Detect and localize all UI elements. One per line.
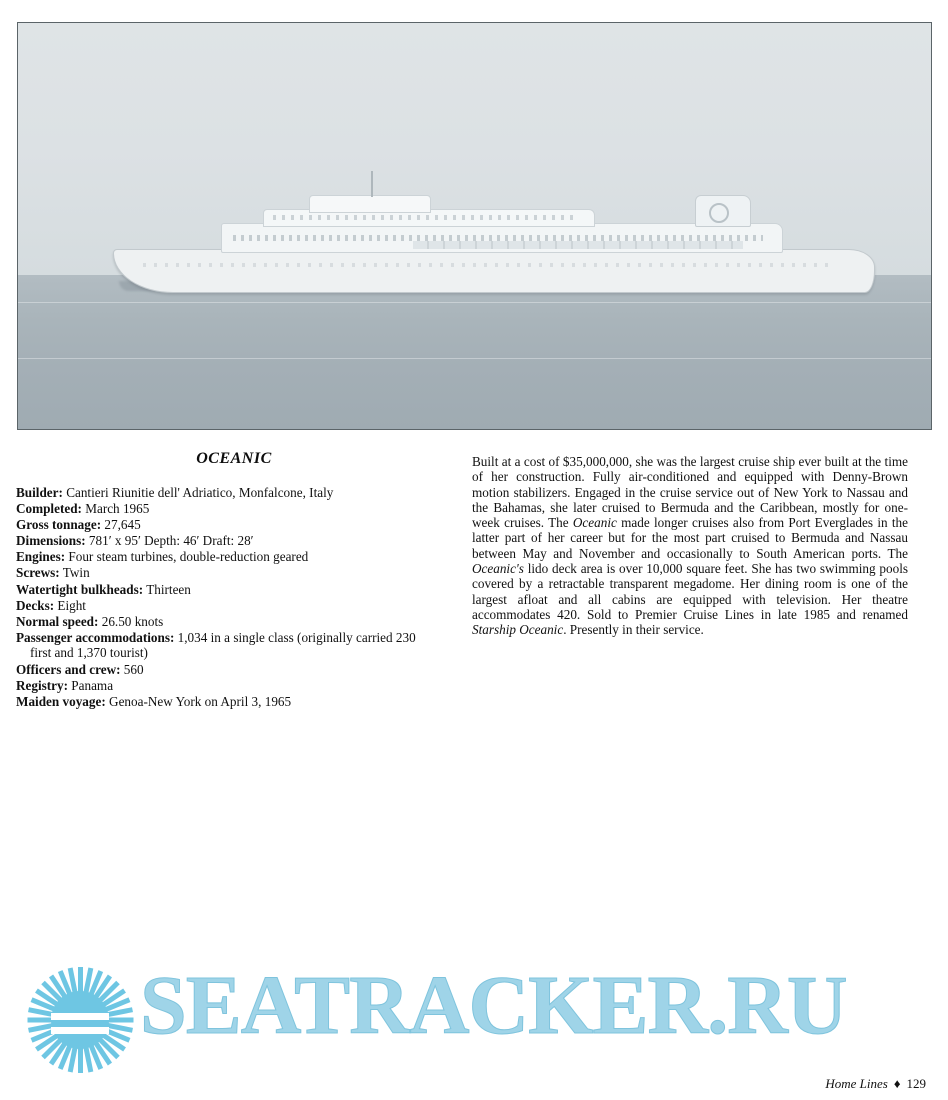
spec-label: Screws: (16, 565, 60, 581)
spec-value: Twin (59, 565, 90, 581)
spec-label: Registry: (16, 677, 68, 693)
spec-row (16, 517, 456, 533)
spec-value: Panama (68, 677, 114, 693)
spec-value: Thirteen (143, 581, 191, 597)
sun-ray (49, 975, 112, 1066)
ship-name-italic: Oceanic's (472, 561, 524, 577)
ship-name-italic: Starship Oceanic (472, 622, 564, 638)
spec-row (16, 501, 456, 517)
spec-value: March 1965 (81, 501, 150, 517)
sun-ray (41, 981, 119, 1059)
ship-photograph (17, 22, 932, 430)
sun-ray (68, 968, 94, 1073)
spec-value: 560 (120, 661, 144, 677)
spec-row (16, 694, 456, 710)
ship-window-row-upper (273, 215, 573, 220)
hull-portholes (143, 263, 833, 267)
sun-ray (68, 968, 94, 1073)
spec-value: Genoa-New York on April 3, 1965 (105, 693, 292, 709)
spec-row (16, 533, 456, 549)
sun-band-1 (51, 1013, 109, 1020)
spec-value: Cantieri Riunitie dell' Adriatico, Monfalcone, Italy (62, 485, 334, 500)
footer-page-number: 129 (906, 1076, 926, 1091)
sun-band-2 (51, 1027, 109, 1034)
spec-row (16, 662, 456, 678)
lifeboat-row (413, 241, 743, 249)
spec-label: Dimensions: (16, 533, 86, 549)
spec-label: Builder: (16, 485, 63, 500)
ship-bridge (309, 195, 431, 213)
spec-label: Decks: (16, 597, 55, 613)
spec-row (16, 549, 456, 565)
spec-label: Normal speed: (16, 613, 99, 629)
spec-value-continuation: first and 1,370 tourist) (30, 645, 148, 661)
sun-ray (41, 981, 119, 1059)
sun-ray (35, 988, 126, 1051)
sun-core (51, 991, 109, 1049)
spec-value: Four steam turbines, double-reduction geared (65, 549, 309, 565)
sun-ray (28, 1018, 134, 1023)
spec-row (16, 565, 456, 581)
sun-ray (35, 988, 126, 1051)
ship-name-italic: Oceanic (572, 515, 617, 531)
spec-label: Completed: (16, 501, 82, 517)
spec-row (16, 485, 456, 501)
sun-icon (22, 965, 140, 1075)
photo-sea (18, 275, 931, 429)
sun-ray (78, 967, 83, 1073)
spec-label: Passenger accommodations: (16, 629, 175, 645)
funnel-emblem (709, 203, 729, 223)
spec-row (16, 614, 456, 630)
spec-label: Watertight bulkheads: (16, 581, 144, 597)
spec-row (16, 598, 456, 614)
watermark (0, 955, 948, 1080)
spec-value: 781′ x 95′ Depth: 46′ Draft: 28′ (85, 533, 254, 549)
sun-ray (31, 997, 131, 1042)
spec-value: 26.50 knots (98, 613, 164, 629)
spec-row (16, 630, 456, 661)
sun-ray (28, 1007, 133, 1033)
sun-ray (58, 970, 103, 1070)
sun-ray (31, 997, 131, 1042)
page-footer (825, 1076, 926, 1092)
sun-ray (49, 975, 112, 1066)
watermark-text: SEATRACKER.RU (140, 959, 847, 1052)
ship-mast (371, 171, 373, 197)
spec-value: Eight (54, 597, 86, 613)
footer-separator: ♦ (893, 1076, 901, 1091)
sun-ray (58, 970, 103, 1070)
spec-label: Engines: (16, 549, 66, 565)
description-paragraph: Built at a cost of $35,000,000, she was the largest cruise ship ever built at the time of her construction. Fully air-conditioned and equipped with Denny-Brown motion stabilizers. Engaged in the cruise service out of New York to Nassau and the Bahamas, she later cruised to Bermuda and the Caribbean, mostly for one-week cruises. The Oceanic made longer cruises also from Port Everglades in the latter part of her career but for the most part cruised to Bermuda and Nassau between May and November and occasionally to South American ports. The Oceanic's lido deck area is over 10,000 square feet. She has two swimming pools covered by a retractable transparent megadome. Her dining room is one of the largest afloat and all cabins are equipped with television. Her theatre accommodates 420. Sold to Premier Cruise Lines in late 1985 and renamed Starship Oceanic. Presently in their service. (472, 454, 908, 638)
spec-label: Officers and crew: (16, 661, 121, 677)
ocean-liner-illustration (113, 201, 873, 297)
spec-label: Gross tonnage: (16, 517, 102, 533)
page-title: OCEANIC (196, 450, 272, 467)
specifications-list (16, 485, 456, 710)
ship-hull (113, 249, 875, 293)
spec-row (16, 582, 456, 598)
spec-row (16, 678, 456, 694)
footer-book-title: Home Lines (825, 1076, 888, 1091)
spec-label: Maiden voyage: (16, 693, 106, 709)
spec-value: 1,034 in a single class (originally carried 230 (174, 629, 416, 645)
spec-value: 27,645 (101, 517, 141, 533)
sun-ray (28, 1007, 133, 1033)
